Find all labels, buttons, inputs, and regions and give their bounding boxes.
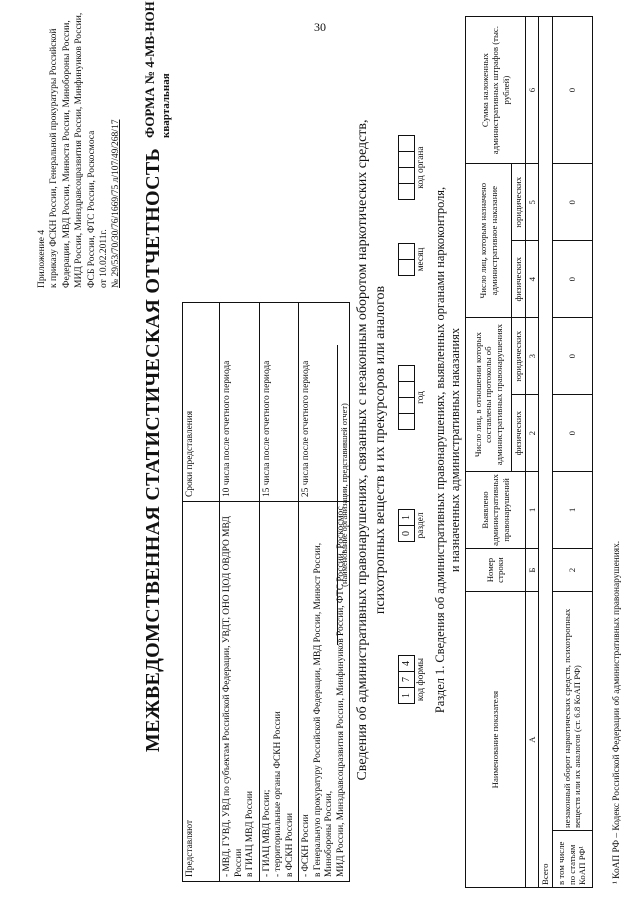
form-code-cell: 7 bbox=[398, 671, 415, 688]
row-protocols-individuals[interactable]: 0 bbox=[552, 395, 592, 472]
organization-name-line bbox=[337, 345, 338, 645]
column-code: 1 bbox=[525, 472, 539, 549]
submission-when: 25 числа после отчетного периода bbox=[299, 303, 350, 502]
row-penalties-individuals[interactable]: 0 bbox=[552, 241, 592, 318]
section-title-line: Раздел 1. Сведения об административных правонарушениях, выявленных органами наркоконтроля, bbox=[433, 186, 447, 714]
submission-who-line: - территориальные органы ФСКН России bbox=[273, 711, 283, 877]
document-title: МЕЖВЕДОМСТВЕННАЯ СТАТИСТИЧЕСКАЯ ОТЧЕТНОСТЬ bbox=[142, 147, 164, 753]
organ-code-cell[interactable] bbox=[398, 135, 415, 152]
column-code: 4 bbox=[525, 241, 539, 318]
month-code-group bbox=[398, 243, 426, 276]
column-code: Б bbox=[525, 548, 539, 591]
header-penalties-legal: юридических bbox=[512, 164, 526, 241]
section-code-group bbox=[398, 509, 426, 542]
row-group-label: в том числе по статьям КоАП РФ¹ bbox=[552, 830, 592, 887]
submission-row bbox=[259, 303, 299, 882]
form-code-cell: 1 bbox=[398, 687, 415, 704]
header-row-number: Номер строки bbox=[466, 548, 526, 591]
header-penalties: Число лиц, которым назначено административное наказание bbox=[466, 164, 512, 318]
month-caption: месяц bbox=[416, 247, 426, 272]
year-caption: год bbox=[416, 391, 426, 404]
form-code-group bbox=[398, 655, 426, 704]
column-code: 3 bbox=[525, 318, 539, 395]
year-cell[interactable] bbox=[398, 365, 415, 382]
submission-who-line: - ГИАЦ МВД России; bbox=[261, 789, 272, 877]
approval-line: Федерации, МВД России, Минюста России, Минобороны России, bbox=[61, 20, 72, 288]
column-code: 5 bbox=[525, 164, 539, 241]
submission-when: 10 числа после отчетного периода bbox=[220, 303, 260, 502]
submission-who-line: - МВД, ГУВД, УВД по субъектам Российской Федерации, УВДТ, ОНО ЦОД ОВДРО МВД России bbox=[222, 516, 244, 877]
header-fines: Сумма наложенных административных штрафов (тыс. рублей) bbox=[466, 17, 526, 164]
year-cell[interactable] bbox=[398, 381, 415, 398]
main-data-table bbox=[465, 16, 593, 888]
organ-code-cell[interactable] bbox=[398, 183, 415, 200]
section-code-caption: раздел bbox=[416, 512, 426, 539]
submission-table bbox=[182, 302, 350, 882]
month-cell[interactable] bbox=[398, 243, 415, 260]
form-period: квартальная bbox=[160, 73, 172, 138]
header-indicator-name: Наименование показателя bbox=[466, 592, 526, 888]
organ-code-caption: код органа bbox=[416, 146, 426, 189]
report-subject bbox=[354, 0, 390, 900]
page-number: 30 bbox=[314, 20, 326, 34]
approval-line: от 10.02.2011г. bbox=[99, 229, 110, 288]
header-detected: Выявлено административных правонарушений bbox=[466, 472, 526, 549]
year-cell[interactable] bbox=[398, 413, 415, 430]
approval-line: ФСБ России, ФТС России, Роскосмоса bbox=[86, 130, 97, 288]
form-code-caption: код формы bbox=[416, 657, 426, 702]
submission-who-line: - ФСКН России bbox=[301, 814, 311, 877]
total-label: Всего bbox=[539, 17, 553, 888]
column-code: 6 bbox=[525, 17, 539, 164]
submission-row bbox=[220, 303, 260, 882]
column-code: 2 bbox=[525, 395, 539, 472]
year-cell[interactable] bbox=[398, 397, 415, 414]
section-code-cell: 0 bbox=[398, 525, 415, 542]
total-row bbox=[539, 17, 553, 888]
row-indicator-name: незаконный оборот наркотических средств, психотропных веществ или их аналогов (ст. 6.8 КоАП РФ) bbox=[552, 592, 592, 831]
section-title-line: и назначенных административных наказаниях bbox=[448, 327, 462, 573]
submission-who bbox=[259, 502, 299, 882]
row-fines[interactable]: 0 bbox=[552, 17, 592, 164]
column-code-row bbox=[525, 17, 539, 888]
header-protocols-individuals: физических bbox=[512, 395, 526, 472]
submission-who bbox=[220, 502, 260, 882]
submission-who-line: в ГИАЦ МВД России bbox=[245, 790, 255, 877]
organ-code-cell[interactable] bbox=[398, 167, 415, 184]
submission-who-line: в Генеральную прокуратуру Российской Федерации, МВД России, Минюст России, Минобороны России, bbox=[312, 542, 334, 877]
row-detected[interactable]: 1 bbox=[552, 472, 592, 549]
approval-line: Приложение 4 bbox=[37, 229, 47, 288]
report-subject-line: психотропных веществ и их прекурсоров или аналогов bbox=[373, 285, 388, 615]
form-number: ФОРМА № 4-МВ-НОН bbox=[142, 1, 157, 138]
row-penalties-legal[interactable]: 0 bbox=[552, 164, 592, 241]
section-title bbox=[433, 0, 463, 900]
table-row bbox=[552, 17, 592, 888]
header-penalties-individuals: физических bbox=[512, 241, 526, 318]
submission-header-when: Сроки представления bbox=[183, 303, 220, 502]
report-subject-line: Сведения об административных правонарушениях, связанных с незаконным оборотом наркотических средств, bbox=[355, 119, 370, 781]
year-code-group bbox=[398, 365, 426, 430]
section-code-cell: 1 bbox=[398, 509, 415, 526]
approval-line: к приказу ФСКН России, Генеральной прокуратуры Российской bbox=[49, 28, 60, 288]
form-code-cell: 4 bbox=[398, 655, 415, 672]
approval-block bbox=[36, 10, 123, 288]
submission-who-line: в ФСКН России bbox=[284, 812, 295, 877]
organization-caption: (наименование организации, представившей отчет) bbox=[340, 403, 349, 587]
header-protocols-legal: юридических bbox=[512, 318, 526, 395]
approval-order-number: № 29/53/70/30/76/1669/75 л/107/49/268/17 bbox=[111, 119, 122, 288]
row-protocols-legal[interactable]: 0 bbox=[552, 318, 592, 395]
code-boxes bbox=[398, 0, 430, 900]
organ-code-cell[interactable] bbox=[398, 151, 415, 168]
submission-who-line: МИД России, Минздравсоцразвития России, Минфинуиков России, ФТС России, Роскосмос bbox=[335, 506, 346, 877]
footnote: ¹ КоАП РФ – Кодекс Российской Федерации об административных правонарушениях. bbox=[612, 540, 622, 884]
submission-header-who: Представляют bbox=[183, 502, 220, 882]
header-protocols: Число лиц, в отношении которых составлены протоколы об административных правонарушениях bbox=[466, 318, 512, 472]
row-number: 2 bbox=[552, 548, 592, 591]
approval-line: МИД России, Минздравсоцразвития России, Минфинуиков России, bbox=[74, 12, 85, 288]
month-cell[interactable] bbox=[398, 259, 415, 276]
submission-when: 15 числа после отчетного периода bbox=[259, 303, 299, 502]
column-code: А bbox=[525, 592, 539, 888]
organ-code-group bbox=[398, 135, 426, 200]
